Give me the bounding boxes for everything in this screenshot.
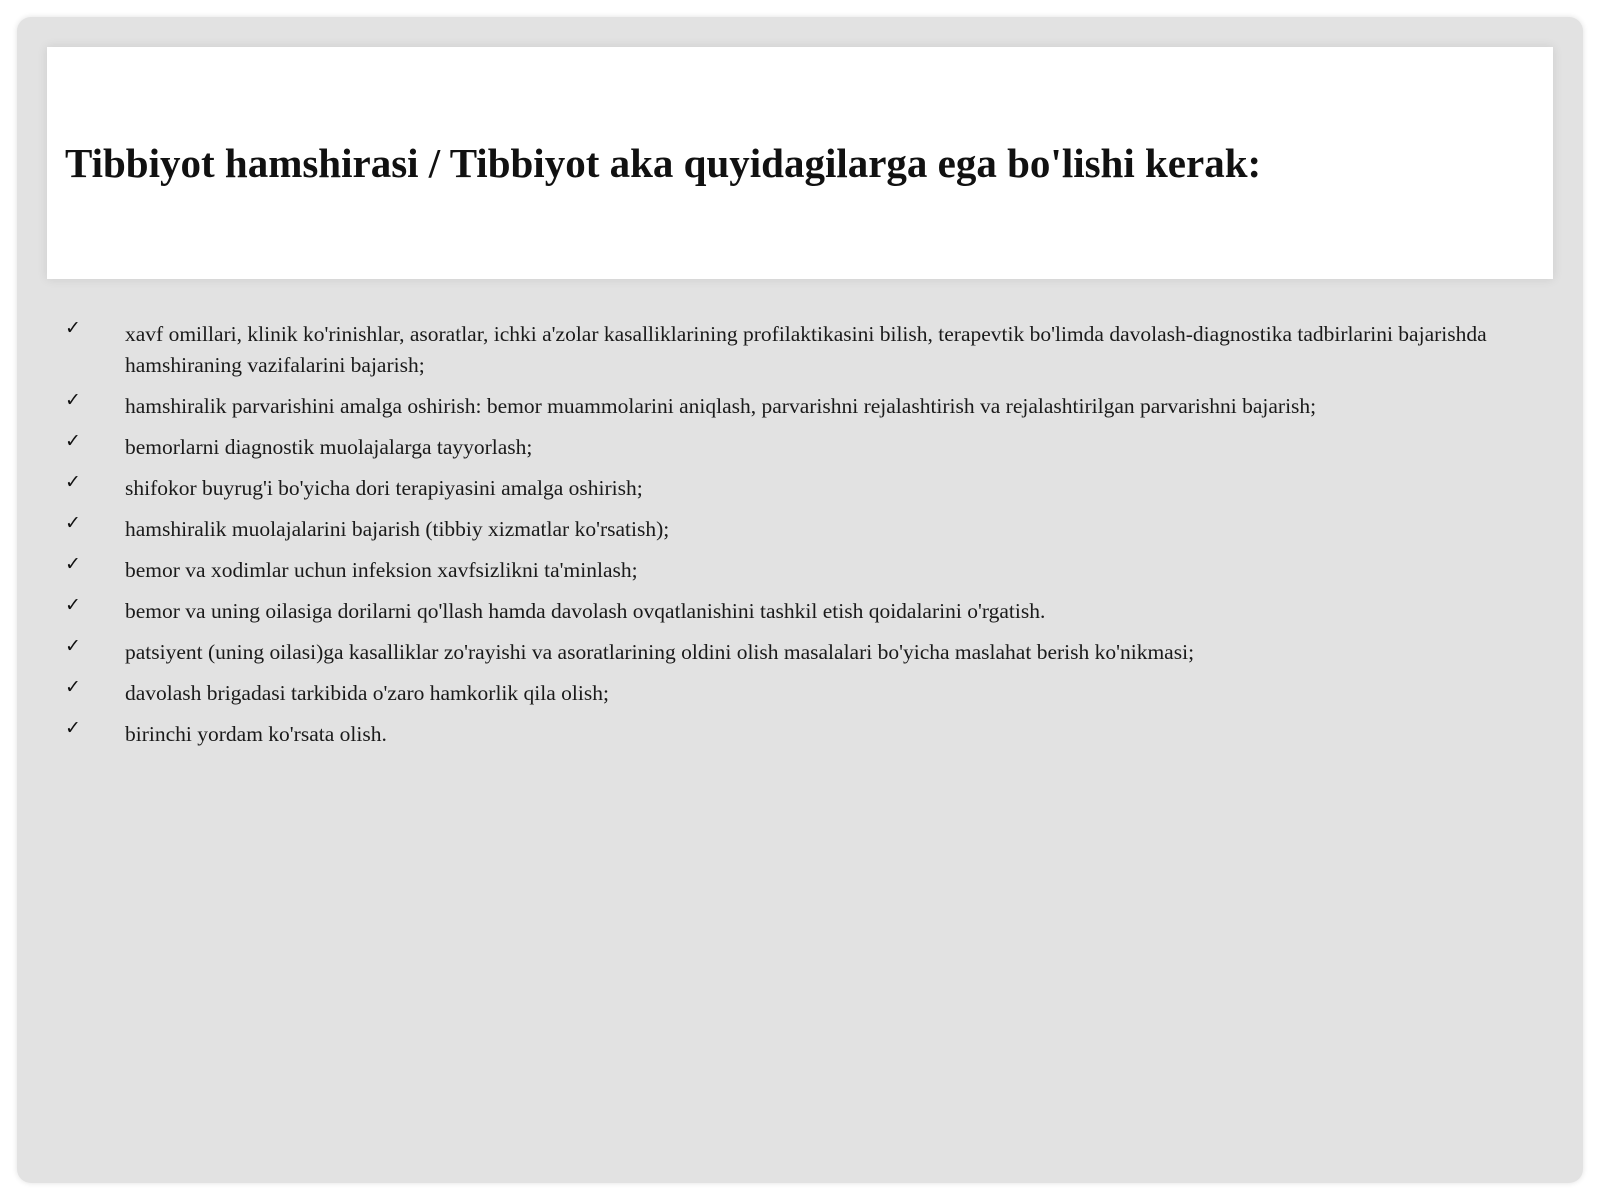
check-icon: ✓ [65, 317, 81, 339]
list-item [65, 473, 1555, 504]
list-item-text: davolash brigadasi tarkibida o'zaro hamkorlik qila olish; [125, 681, 609, 705]
check-icon: ✓ [65, 512, 81, 534]
list-item [65, 719, 1555, 750]
check-icon: ✓ [65, 635, 81, 657]
list-item [65, 432, 1555, 463]
check-icon: ✓ [65, 471, 81, 493]
list-item [65, 391, 1555, 422]
list-item-text: bemor va uning oilasiga dorilarni qo'llash hamda davolash ovqatlanishini tashkil etish qoidalarini o'rgatish. [125, 599, 1046, 623]
title-box [47, 47, 1553, 279]
slide [17, 17, 1583, 1183]
list-item [65, 596, 1555, 627]
list-item [65, 319, 1555, 381]
bullet-list [65, 319, 1555, 760]
check-icon: ✓ [65, 430, 81, 452]
list-item-text: hamshiralik muolajalarini bajarish (tibbiy xizmatlar ko'rsatish); [125, 517, 670, 541]
list-item-text: bemorlarni diagnostik muolajalarga tayyorlash; [125, 435, 533, 459]
check-icon: ✓ [65, 553, 81, 575]
check-icon: ✓ [65, 676, 81, 698]
list-item [65, 555, 1555, 586]
check-icon: ✓ [65, 717, 81, 739]
slide-title: Tibbiyot hamshirasi / Tibbiyot aka quyidagilarga ega bo'lishi kerak: [65, 140, 1262, 186]
list-item [65, 514, 1555, 545]
check-icon: ✓ [65, 389, 81, 411]
list-item [65, 637, 1555, 668]
list-item-text: birinchi yordam ko'rsata olish. [125, 722, 387, 746]
list-item-text: bemor va xodimlar uchun infeksion xavfsizlikni ta'minlash; [125, 558, 638, 582]
list-item-text: shifokor buyrug'i bo'yicha dori terapiyasini amalga oshirish; [125, 476, 643, 500]
list-item-text: patsiyent (uning oilasi)ga kasalliklar zo'rayishi va asoratlarining oldini olish masalalari bo'yicha maslahat berish ko'nikmasi; [125, 640, 1195, 664]
list-item-text: xavf omillari, klinik ko'rinishlar, asoratlar, ichki a'zolar kasalliklarining profilaktikasini bilish, terapevtik bo'limda davolash-diagnostika tadbirlarini bajarishda hamshiraning vazifalarini bajarish; [125, 322, 1487, 377]
list-item-text: hamshiralik parvarishini amalga oshirish: bemor muammolarini aniqlash, parvarishni rejalashtirish va rejalashtirilgan parvarishni bajarish; [125, 394, 1317, 418]
list-item [65, 678, 1555, 709]
check-icon: ✓ [65, 594, 81, 616]
